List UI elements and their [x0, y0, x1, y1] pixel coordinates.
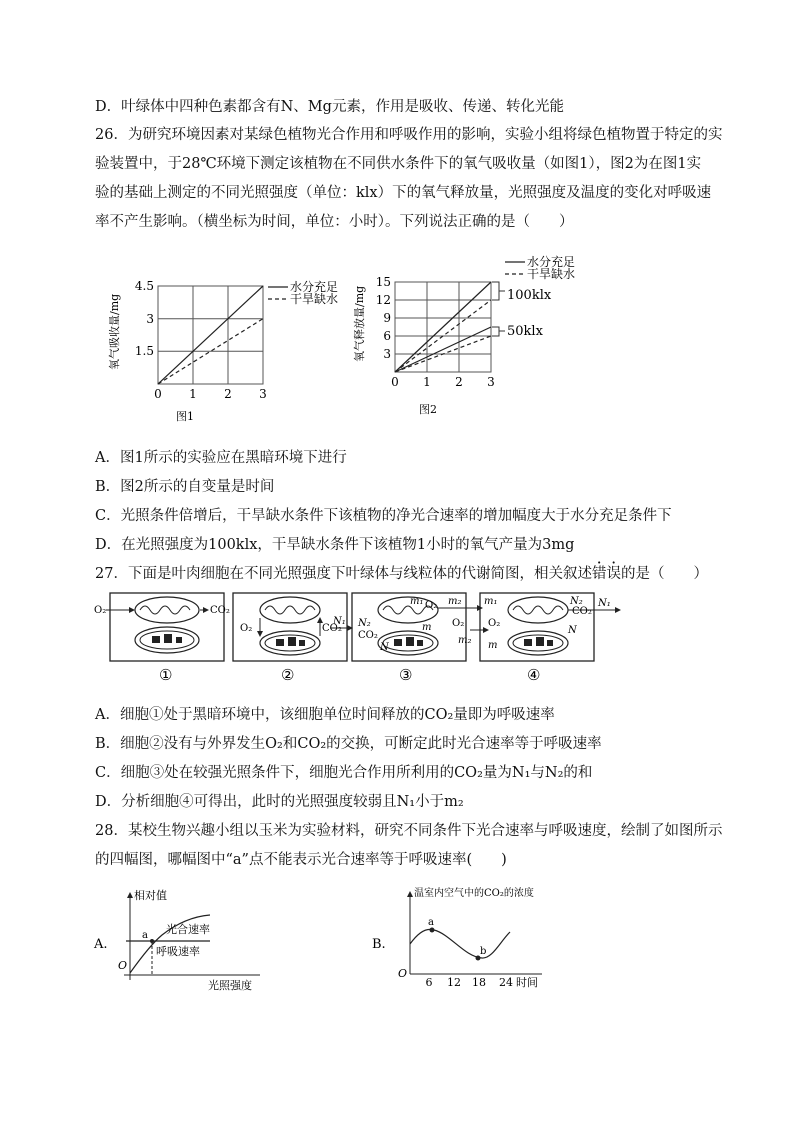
figure1-legend-label: 水分充足 [290, 280, 339, 294]
q27-n1-label: N₁ [333, 616, 346, 627]
q28-graph-b-point-label: b [480, 946, 487, 957]
q27-cell-label: ④ [527, 666, 541, 684]
q28-graph-b-label: B. [372, 937, 386, 952]
q27-diagram [90, 588, 720, 688]
figure1-ytick: 3 [146, 312, 154, 326]
q27-m2-label: m₂ [448, 596, 462, 607]
figure2-caption: 图2 [419, 403, 437, 416]
q27-m1-label: m₁ [410, 596, 424, 607]
figure1-xtick: 2 [224, 387, 232, 401]
figure2-ytick: 9 [383, 311, 391, 325]
q27-co2-label: CO₂ [210, 605, 230, 616]
q27-n-label: N [568, 625, 577, 636]
figure1-ytick: 1.5 [134, 344, 154, 358]
q27-stem [95, 563, 708, 585]
q27-option-c: C．细胞③处在较强光照条件下，细胞光合作用所利用的CO₂量为N₁与N₂的和 [95, 765, 593, 781]
q26-stem-line: 26．为研究环境因素对某绿色植物光合作用和呼吸作用的影响，实验小组将绿色植物置于特定的实 [95, 127, 723, 143]
figure2-series-water-sufficient-50klx [395, 327, 491, 372]
q27-stem-post: 的是（ ） [620, 566, 708, 582]
figure2-ytick: 12 [375, 293, 391, 307]
q27-co2-label: CO₂ [358, 630, 378, 641]
q27-o2-label: O₂ [488, 618, 501, 629]
figure1-xtick: 3 [259, 387, 267, 401]
q28-graph-b-point-label: a [428, 917, 434, 928]
q25-option-d: D．叶绿体中四种色素都含有N、Mg元素，作用是吸收、传递、转化光能 [95, 99, 564, 115]
figure2-chart [355, 250, 595, 425]
q27-co2-label: CO₂ [322, 623, 342, 634]
q28-graph-a-point-a [150, 939, 154, 943]
figure2-annotation-100klx: 100klx [507, 288, 552, 303]
q28-graph-b-ylabel: 温室内空气中的CO₂的浓度 [414, 888, 534, 899]
figure1-caption: 图1 [176, 410, 194, 423]
q27-o2-label: O₂ [452, 618, 465, 629]
q28-graph-b-xtick: 12 [447, 976, 461, 989]
figure2-legend [505, 254, 575, 281]
q28-graph-a-ylabel: 相对值 [134, 889, 167, 902]
figure2-xtick: 1 [423, 375, 431, 389]
figure2-annotation-50klx: 50klx [507, 324, 543, 339]
figure2-ytick: 15 [375, 275, 391, 289]
figure1-xtick: 1 [189, 387, 197, 401]
q28-graph-a-xlabel: 光照强度 [208, 979, 252, 992]
q27-option-d: D．分析细胞④可得出，此时的光照强度较弱且N₁小于m₂ [95, 794, 464, 810]
q28-stem-line: 的四幅图，哪幅图中“a”点不能表示光合速率等于呼吸速率( ) [95, 852, 507, 868]
q26-stem-line: 验的基础上测定的不同光照强度（单位：klx）下的氧气释放量，光照强度及温度的变化对呼吸速 [95, 185, 712, 201]
q26-option-b: B．图2所示的自变量是时间 [95, 479, 275, 495]
figure2-legend-label: 水分充足 [527, 255, 576, 269]
q27-cell-2 [240, 597, 342, 655]
q28-graph-a-origin: O [118, 959, 128, 972]
q27-o2-label: O₂ [94, 605, 107, 616]
q27-o2-label: O₂ [240, 623, 253, 634]
figure2-xtick: 3 [487, 375, 495, 389]
figure2-ylabel: 氧气释放量/mg [353, 285, 366, 362]
q27-n2-label: N₂ [570, 596, 583, 607]
q26-option-a: A．图1所示的实验应在黑暗环境下进行 [95, 450, 347, 466]
q28-graph-a-curve1-label: 光合速率 [166, 923, 210, 936]
figure2-ytick: 6 [383, 329, 391, 343]
q28-graph-a [90, 885, 290, 995]
q28-graph-b-xtick: 24 [499, 976, 513, 989]
figure2-series-water-sufficient-100klx [395, 282, 491, 372]
q28-graph-a-curve2-label: 呼吸速率 [156, 945, 200, 958]
figure1-legend-label: 干旱缺水 [290, 292, 339, 306]
figure1-ylabel: 氧气吸收量/mg [108, 293, 121, 370]
q27-co2-label: CO₂ [572, 606, 592, 617]
q27-stem-emphasis: 错 [591, 566, 607, 582]
figure2-bracket-100klx [492, 282, 505, 300]
figure2-ytick: 3 [383, 347, 391, 361]
q27-cell-1 [94, 597, 230, 653]
figure2-xtick: 2 [455, 375, 463, 389]
q28-graph-b-origin: O [398, 967, 408, 980]
figure2-xtick: 0 [391, 375, 399, 389]
q27-m-label: m [422, 622, 432, 633]
q28-graph-b-xtick: 18 [472, 976, 486, 989]
q26-stem-line: 验装置中，于28℃环境下测定该植物在不同供水条件下的氧气吸收量（如图1），图2为在图1实 [95, 156, 702, 172]
q26-option-d: D．在光照强度为100klx，干旱缺水条件下该植物1小时的氧气产量为3mg [95, 537, 575, 553]
q27-m1-label: m₁ [484, 596, 498, 607]
figure1-ytick: 4.5 [134, 279, 154, 293]
q27-n-label: N [380, 642, 389, 653]
q28-graph-b-curve [410, 929, 510, 958]
figure1-xtick: 0 [154, 387, 162, 401]
q28-graph-b-xtick: 6 [425, 976, 433, 989]
q27-o2-label: O₂ [425, 600, 438, 611]
q28-graph-b [370, 882, 600, 992]
q27-n2-label: N₂ [358, 618, 371, 629]
q27-cell-label: ② [281, 666, 295, 684]
q27-cell-label: ③ [399, 666, 413, 684]
q27-option-a: A．细胞①处于黑暗环境中，该细胞单位时间释放的CO₂量即为呼吸速率 [95, 707, 555, 723]
q28-stem-line: 28．某校生物兴趣小组以玉米为实验材料，研究不同条件下光合速率与呼吸速度，绘制了如图所示 [95, 823, 723, 839]
q27-m2-label: m₂ [458, 635, 472, 646]
q27-m-label: m [488, 640, 498, 651]
q27-option-b: B．细胞②没有与外界发生O₂和CO₂的交换，可断定此时光合速率等于呼吸速率 [95, 736, 602, 752]
figure1-legend [268, 279, 338, 306]
q27-cell-4 [452, 596, 620, 655]
q28-graph-a-point-label: a [142, 930, 148, 941]
q28-graph-b-xlabel: 时间 [516, 976, 538, 989]
q28-graph-a-label: A. [94, 937, 108, 952]
figure2-legend-label: 干旱缺水 [527, 267, 576, 281]
q27-stem-emphasis: 误 [606, 566, 621, 582]
q27-stem-pre: 27．下面是叶肉细胞在不同光照强度下叶绿体与线粒体的代谢简图，相关叙述 [95, 566, 592, 582]
figure1-chart [110, 270, 350, 435]
q26-option-c: C．光照条件倍增后，干旱缺水条件下该植物的净光合速率的增加幅度大于水分充足条件下 [95, 508, 672, 524]
q28-graph-b-point-a [430, 928, 435, 933]
figure2-bracket-50klx [492, 327, 505, 336]
figure1-series-water-sufficient [158, 286, 263, 384]
q27-n1-label: N₁ [598, 598, 611, 609]
q26-stem-line: 率不产生影响。（横坐标为时间，单位：小时）。下列说法正确的是（ ） [95, 214, 574, 230]
q27-cell-label: ① [159, 666, 173, 684]
